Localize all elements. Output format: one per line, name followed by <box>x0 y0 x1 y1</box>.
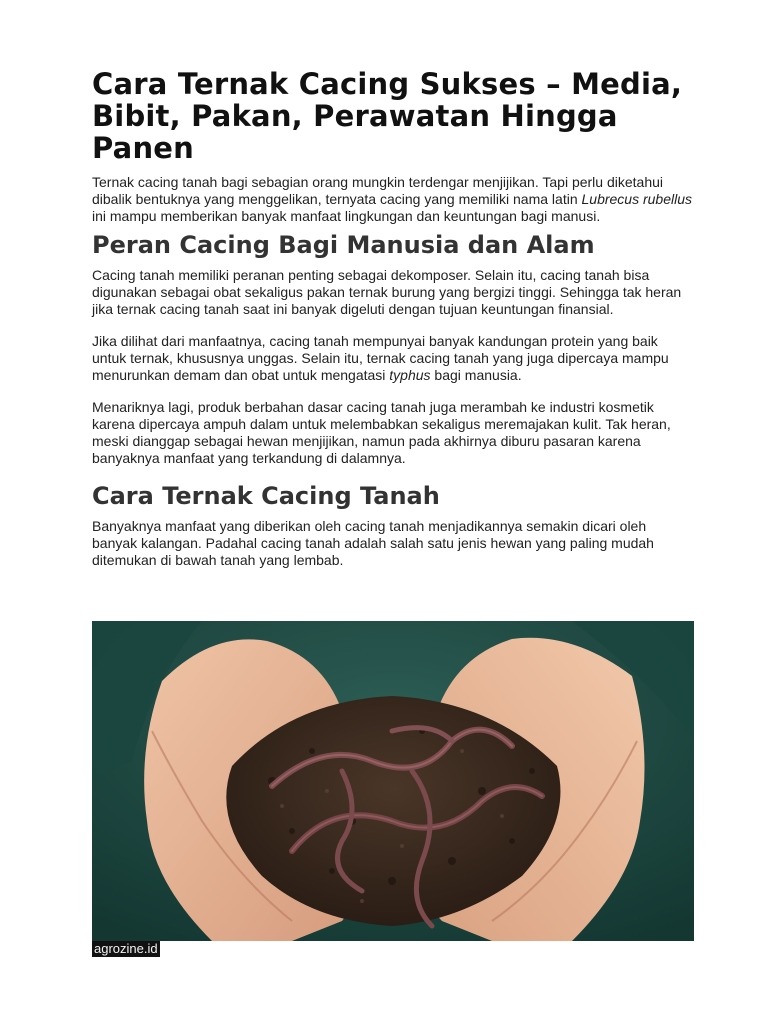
section1-p2-before: Jika dilihat dari manfaatnya, cacing tanah mempunyai banyak kandungan protein yang baik untuk ternak, khususnya unggas. Selain itu, ternak cacing tanah yang juga dipercaya mampu menurunkan demam dan obat untuk mengatasi <box>92 333 669 383</box>
section1-paragraph-2 <box>92 333 692 384</box>
intro-text-before: Ternak cacing tanah bagi sebagian orang mungkin terdengar menjijikan. Tapi perlu diketahui dibalik bentuknya yang menggelikan, ternyata cacing yang memiliki nama latin <box>92 174 663 207</box>
intro-text-after: ini mampu memberikan banyak manfaat lingkungan dan keuntungan bagi manusi. <box>92 208 601 224</box>
section-heading-peran: Peran Cacing Bagi Manusia dan Alam <box>92 231 595 259</box>
article-body <box>92 68 692 584</box>
section1-paragraph-1: Cacing tanah memiliki peranan penting sebagai dekomposer. Selain itu, cacing tanah bisa digunakan sebagai obat sekaligus pakan ternak burung yang bergizi tinggi. Sehingga tak heran jika ternak cacing tanah saat ini banyak digeluti dengan tujuan keuntungan finansial. <box>92 267 682 317</box>
section2-paragraph-1: Banyaknya manfaat yang diberikan oleh cacing tanah menjadikannya semakin dicari oleh banyak kalangan. Padahal cacing tanah adalah salah satu jenis hewan yang paling mudah ditemukan di bawah tanah yang lembab. <box>92 518 654 568</box>
photo-caption: agrozine.id <box>94 941 158 956</box>
section1-p2-after: bagi manusia. <box>430 367 522 383</box>
worms-in-hands-photo <box>92 621 694 941</box>
section1-paragraph-3: Menariknya lagi, produk berbahan dasar cacing tanah juga merambah ke industri kosmetik karena dipercaya ampuh dalam untuk melembabkan sekaligus meremajakan kulit. Tak heran, meski dianggap sebagai hewan menjijikan, namun pada akhirnya diburu pasaran karena banyaknya manfaat yang terkandung di dalamnya. <box>92 399 671 466</box>
typhus-term: typhus <box>389 367 431 383</box>
article-title: Cara Ternak Cacing Sukses – Media, Bibit, Pakan, Perawatan Hingga Panen <box>92 67 683 165</box>
photo-illustration <box>92 621 694 941</box>
latin-name: Lubrecus rubellus <box>581 191 693 207</box>
section-heading-cara-ternak: Cara Ternak Cacing Tanah <box>92 482 440 510</box>
intro-paragraph <box>92 174 692 225</box>
